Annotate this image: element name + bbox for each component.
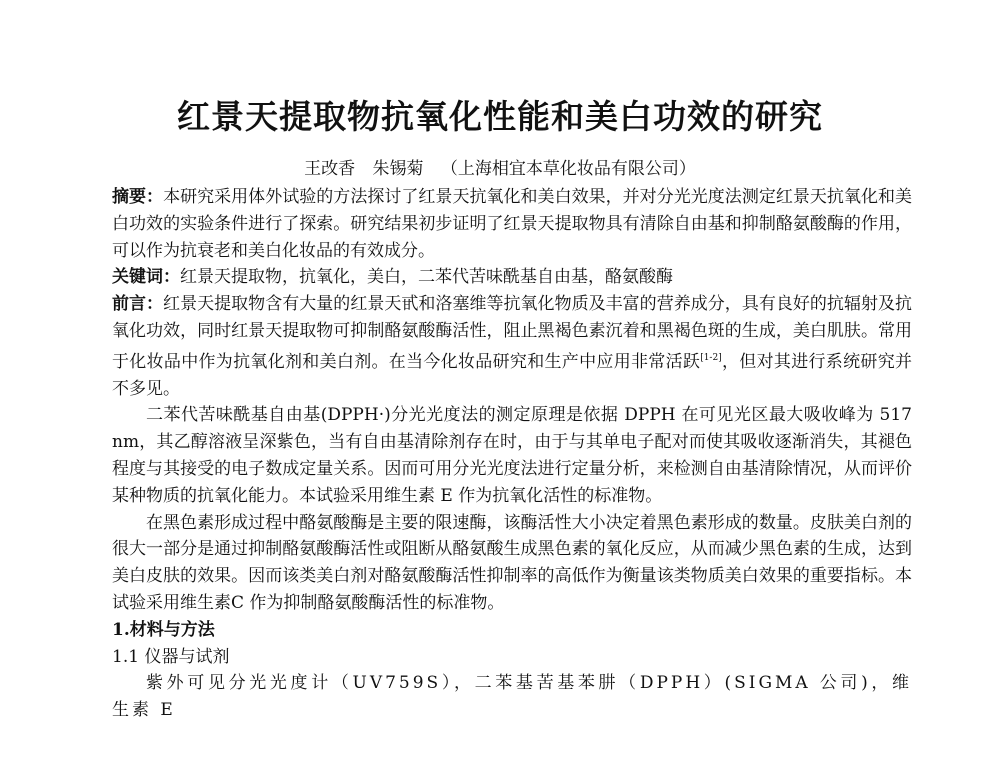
author-affiliation: （上海相宜本草化妆品有限公司） <box>440 159 696 179</box>
author-name: 朱锡菊 <box>372 159 424 179</box>
preface <box>112 291 912 402</box>
abstract-text: 本研究采用体外试验的方法探讨了红景天抗氧化和美白效果，并对分光光度法测定红景天抗氧化和美白功效的实验条件进行了探索。研究结果初步证明了红景天提取物具有清除自由基和抑制酪氨酸酶的作用，可以作为抗衰老和美白化妆品的有效成分。 <box>112 187 913 261</box>
author-name: 王改香 <box>304 159 356 179</box>
preface-label: 前言： <box>112 294 164 315</box>
paragraph-instruments: 紫外可见分光光度计（UV759S），二苯基苦基苯肼（DPPH）(SIGMA 公司)，维生素 E <box>112 673 912 721</box>
preface-text-end: ，但对其进行系统研究并不多见。 <box>112 351 912 399</box>
keywords-text: 红景天提取物，抗氧化，美白，二苯代苦味酰基自由基，酪氨酸酶 <box>180 267 673 288</box>
section-heading-materials-methods: 1.材料与方法 <box>112 619 215 640</box>
paper-title: 红景天提取物抗氧化性能和美白功效的研究 <box>177 97 823 136</box>
keywords <box>112 264 912 291</box>
paragraph-dpph: 二苯代苦味酰基自由基(DPPH·)分光光度法的测定原理是依据 DPPH 在可见光区最大吸收峰为 517 nm，其乙醇溶液呈深紫色，当有自由基清除剂存在时，由于与其单电子配对而使其吸收逐渐消失，其褪色程度与其接受的电子数成定量关系。因而可用分光光度法进行定量分析，来检测自由基清除情况，从而评价某种物质的抗氧化能力。本试验采用维生素 E 作为抗氧化活性的标准物。 <box>112 405 912 506</box>
keywords-label: 关键词： <box>112 267 180 288</box>
paragraph-tyrosinase: 在黑色素形成过程中酪氨酸酶是主要的限速酶，该酶活性大小决定着黑色素形成的数量。皮肤美白剂的很大一部分是通过抑制酪氨酸酶活性或阻断从酪氨酸生成黑色素的氧化反应，从而减少黑色素的生成，达到美白皮肤的效果。因而该类美白剂对酪氨酸酶活性抑制率的高低作为衡量该类物质美白效果的重要指标。本试验采用维生素C 作为抑制酪氨酸酶活性的标准物。 <box>112 512 912 613</box>
paper-body <box>112 184 912 724</box>
author-line <box>0 158 1000 180</box>
section-heading-instruments: 1.1 仪器与试剂 <box>112 646 230 667</box>
abstract <box>112 184 912 264</box>
abstract-label: 摘要： <box>112 187 164 207</box>
preface-text: 红景天提取物含有大量的红景天甙和洛塞维等抗氧化物质及丰富的营养成分，具有良好的抗辐射及抗氧化功效，同时红景天提取物可抑制酪氨酸酶活性，阻止黑褐色素沉着和黑褐色斑的生成，美白肌肤。常用于化妆品中作为抗氧化剂和美白剂。在当今化妆品研究和生产中应用非常活跃 <box>112 294 913 372</box>
citation-ref: [1-2] <box>700 352 722 363</box>
